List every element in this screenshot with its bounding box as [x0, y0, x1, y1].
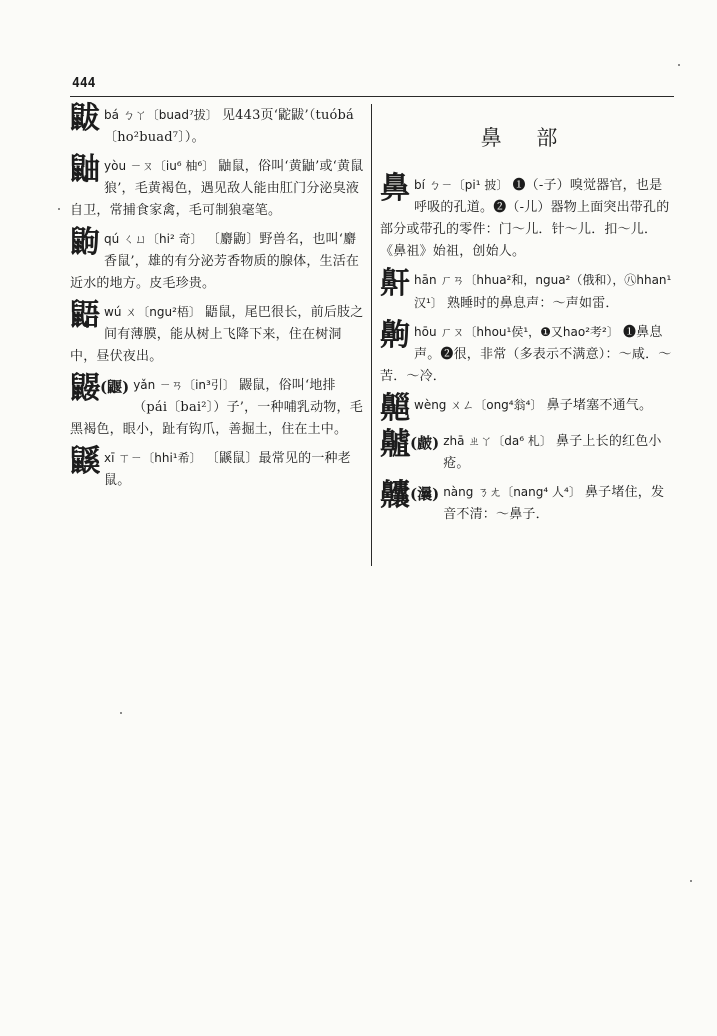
- headword: 齉: [380, 478, 410, 513]
- definition: 鼻子堵住，发音不清：～鼻子．: [443, 485, 665, 522]
- dictionary-entry: [70, 298, 366, 368]
- headword: 鼬: [70, 152, 100, 187]
- headword-box: [70, 152, 100, 187]
- definition: ❶（-子）嗅觉器官，也是呼吸的孔道。❷（-儿）器物上面突出带孔的部分或带孔的零件：门～儿．针～儿．扣～儿．《鼻祖》始祖，创始人。: [380, 178, 670, 259]
- pronunciation: nàng ㄋㄤ〔nang⁴ 人⁴〕: [443, 485, 581, 499]
- dictionary-entry: [380, 391, 672, 426]
- definition: 鼬鼠，俗叫‘黄鼬’或‘黄鼠狼’，毛黄褐色，遇见敌人能由肛门分泌臭液自卫，常捕食家禽，毛可制狼毫笔。: [70, 159, 364, 218]
- definition: 鼻子上长的红色小疮。: [443, 434, 662, 471]
- scan-speck: [690, 880, 692, 882]
- right-column: [380, 104, 672, 532]
- scan-speck: [678, 64, 680, 66]
- dictionary-entry: [380, 266, 672, 315]
- headword-box: [70, 298, 100, 333]
- headword-box: [380, 171, 410, 206]
- pronunciation: wèng ㄨㄥ〔ong⁴翁⁴〕: [414, 398, 543, 412]
- variant-form: (㶞): [410, 485, 440, 503]
- definition: 见443页‘鼧鼥’（tuóbá〔ho²buad⁷〕）。: [104, 108, 355, 145]
- scan-speck: [120, 712, 122, 714]
- dictionary-entry: [380, 318, 672, 388]
- scan-speck: [58, 208, 60, 210]
- headword: 鼹: [70, 371, 100, 406]
- headword: 齇: [380, 427, 410, 462]
- headword: 齁: [380, 318, 410, 353]
- definition: 鼹鼠，俗叫‘地排（pái〔bai²〕）子’，一种哺乳动物，毛黑褐色，眼小，趾有钩爪，善掘土，住在土中。: [70, 378, 363, 437]
- left-column: [70, 101, 366, 498]
- headword-box: [70, 444, 100, 479]
- definition: 熟睡时的鼻息声：～声如雷．: [446, 296, 619, 311]
- headword: 鼷: [70, 444, 100, 479]
- pronunciation: xī ㄒㄧ〔hhi¹希〕: [104, 451, 202, 465]
- headword: 鼻: [380, 171, 410, 206]
- headword-box: [380, 318, 410, 353]
- definition: 〔麝鼩〕野兽名，也叫‘麝香鼠’，雄的有分泌芳香物质的腺体，生活在近水的地方。皮毛珍贵。: [70, 232, 360, 291]
- definition: ❶鼻息声。❷很，非常（多表示不满意）：～咸．～苦．～冷．: [380, 325, 672, 384]
- dictionary-entry: [70, 444, 366, 492]
- definition: 鼻子堵塞不通气。: [546, 398, 653, 413]
- headword-box: [70, 101, 100, 136]
- variant-form: (鼴): [100, 378, 130, 396]
- pronunciation: yòu ㄧㄡ〔iu⁶ 柚⁶〕: [104, 159, 215, 173]
- dictionary-entry: [380, 171, 672, 263]
- variant-form: (皻): [410, 434, 440, 452]
- page-number: 444: [72, 76, 96, 91]
- headword-box: [380, 391, 410, 426]
- pronunciation: zhā ㄓㄚ〔da⁶ 札〕: [443, 434, 552, 448]
- header-rule: [70, 96, 674, 97]
- pronunciation: yǎn ㄧㄢ〔in³引〕: [133, 378, 235, 392]
- dictionary-entry: [70, 101, 366, 149]
- pronunciation: hōu ㄏㄡ〔hhou¹侯¹，❶又hao²考²〕: [414, 325, 619, 339]
- headword: 鼾: [380, 266, 410, 301]
- definition: 〔鼷鼠〕最常见的一种老鼠。: [104, 451, 351, 488]
- headword: 鼯: [70, 298, 100, 333]
- pronunciation: bí ㄅㄧ〔pi¹ 披〕: [414, 178, 509, 192]
- dictionary-entry: [380, 478, 672, 526]
- dictionary-entry: [70, 225, 366, 295]
- headword-box: [380, 478, 440, 513]
- right-entries: [380, 171, 672, 526]
- headword-box: [380, 266, 410, 301]
- pronunciation: qú ㄑㄩ〔hi² 奇〕: [104, 232, 203, 246]
- section-title: 鼻 部: [480, 126, 572, 150]
- headword: 鼥: [70, 101, 100, 136]
- dictionary-entry: [380, 427, 672, 475]
- pronunciation: hān ㄏㄢ〔hhua²和，ngua²（俄和），㊇hhan¹汉¹〕: [414, 273, 672, 310]
- pronunciation: bá ㄅㄚ〔buad⁷拔〕: [104, 108, 218, 122]
- column-divider: [371, 104, 372, 566]
- dictionary-entry: [70, 152, 366, 222]
- headword: 齆: [380, 391, 410, 426]
- definition: 鼯鼠，尾巴很长，前后肢之间有薄膜，能从树上飞降下来，住在树洞中，昼伏夜出。: [70, 305, 364, 364]
- headword-box: [380, 427, 440, 462]
- headword-box: [70, 225, 100, 260]
- dictionary-entry: [70, 371, 366, 441]
- headword: 鼩: [70, 225, 100, 260]
- pronunciation: wú ㄨ〔ngu²梧〕: [104, 305, 201, 319]
- headword-box: [70, 371, 130, 406]
